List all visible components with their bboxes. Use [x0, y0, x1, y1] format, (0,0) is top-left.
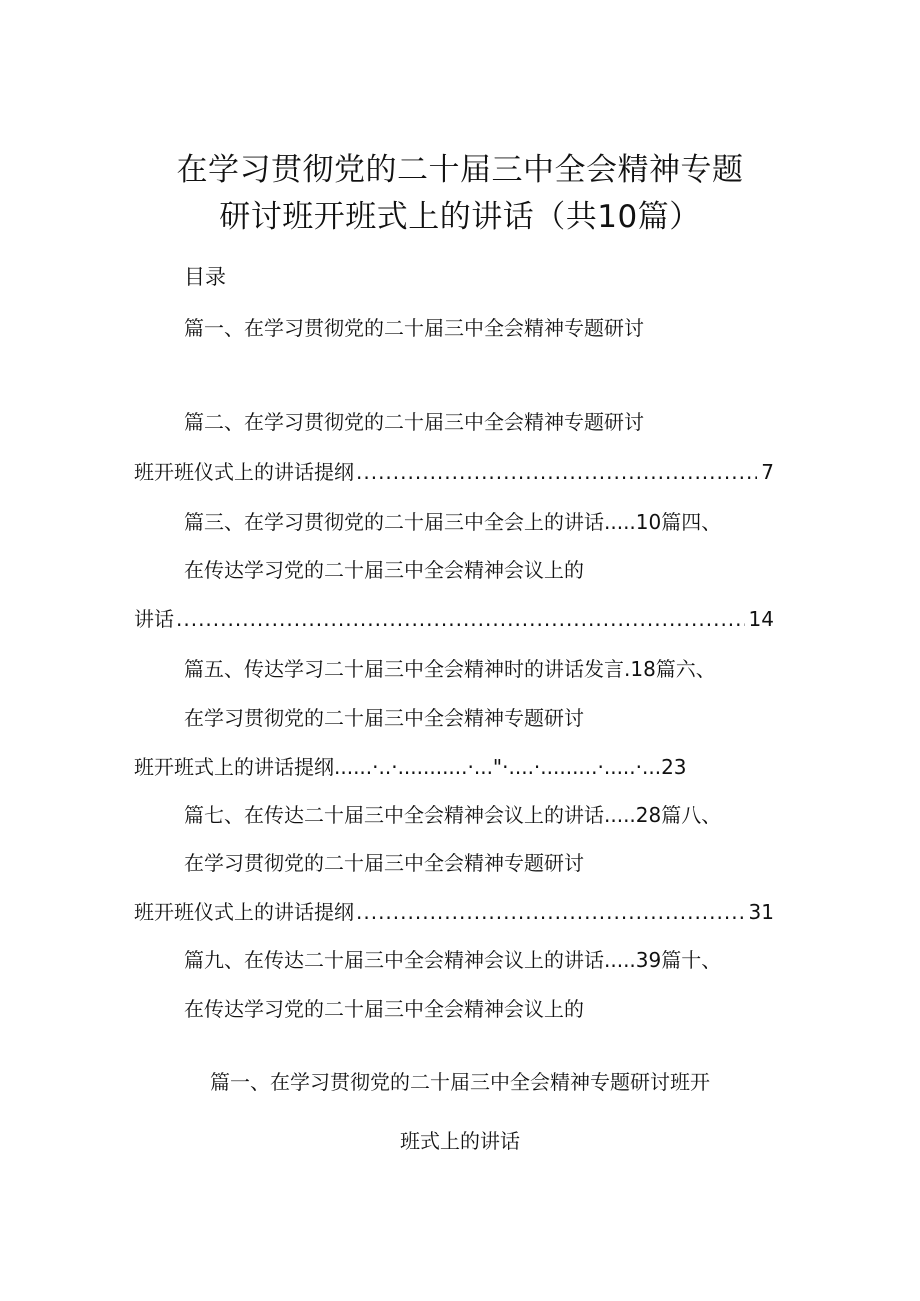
document-title-line-1: 在学习贯彻党的二十届三中全会精神专题 — [176, 152, 744, 188]
leader-dots — [356, 458, 757, 486]
toc-line-10: 篇七、在传达二十届三中全会精神会议上的讲话.....28篇八、 — [184, 803, 722, 827]
toc-line-11: 在学习贯彻党的二十届三中全会精神专题研讨 — [184, 851, 584, 875]
toc-entry-text: 讲话 — [134, 607, 174, 631]
toc-entry-2-page — [134, 458, 774, 486]
toc-line-4: 篇三、在学习贯彻党的二十届三中全会上的讲话.....10篇四、 — [184, 510, 722, 534]
section-heading-line-1: 篇一、在学习贯彻党的二十届三中全会精神专题研讨班开 — [210, 1070, 710, 1094]
toc-line-8: 在学习贯彻党的二十届三中全会精神专题研讨 — [184, 706, 584, 730]
toc-line-9: 班开班式上的讲话提纲......·..·...........·..."·....·.........·.....·...23 — [134, 755, 687, 779]
toc-line-5: 在传达学习党的二十届三中全会精神会议上的 — [184, 558, 584, 582]
toc-line-14: 在传达学习党的二十届三中全会精神会议上的 — [184, 997, 584, 1021]
toc-line-1: 篇一、在学习贯彻党的二十届三中全会精神专题研讨 — [184, 316, 644, 340]
toc-entry-text: 班开班仪式上的讲话提纲 — [134, 900, 354, 924]
toc-heading: 目录 — [184, 265, 226, 289]
toc-page-number: 7 — [761, 460, 774, 484]
leader-dots — [356, 898, 745, 926]
toc-page-number: 31 — [748, 900, 774, 924]
section-heading-line-2: 班式上的讲话 — [400, 1129, 520, 1153]
toc-page-number: 14 — [748, 607, 774, 631]
toc-line-13: 篇九、在传达二十届三中全会精神会议上的讲话.....39篇十、 — [184, 948, 722, 972]
toc-entry-text: 班开班仪式上的讲话提纲 — [134, 460, 354, 484]
document-title-line-2: 研讨班开班式上的讲话（共10篇） — [219, 199, 701, 235]
toc-line-2: 篇二、在学习贯彻党的二十届三中全会精神专题研讨 — [184, 410, 644, 434]
toc-entry-4-page — [134, 605, 774, 633]
leader-dots — [176, 605, 745, 633]
toc-line-7: 篇五、传达学习二十届三中全会精神时的讲话发言.18篇六、 — [184, 657, 716, 681]
toc-entry-8-page — [134, 898, 774, 926]
